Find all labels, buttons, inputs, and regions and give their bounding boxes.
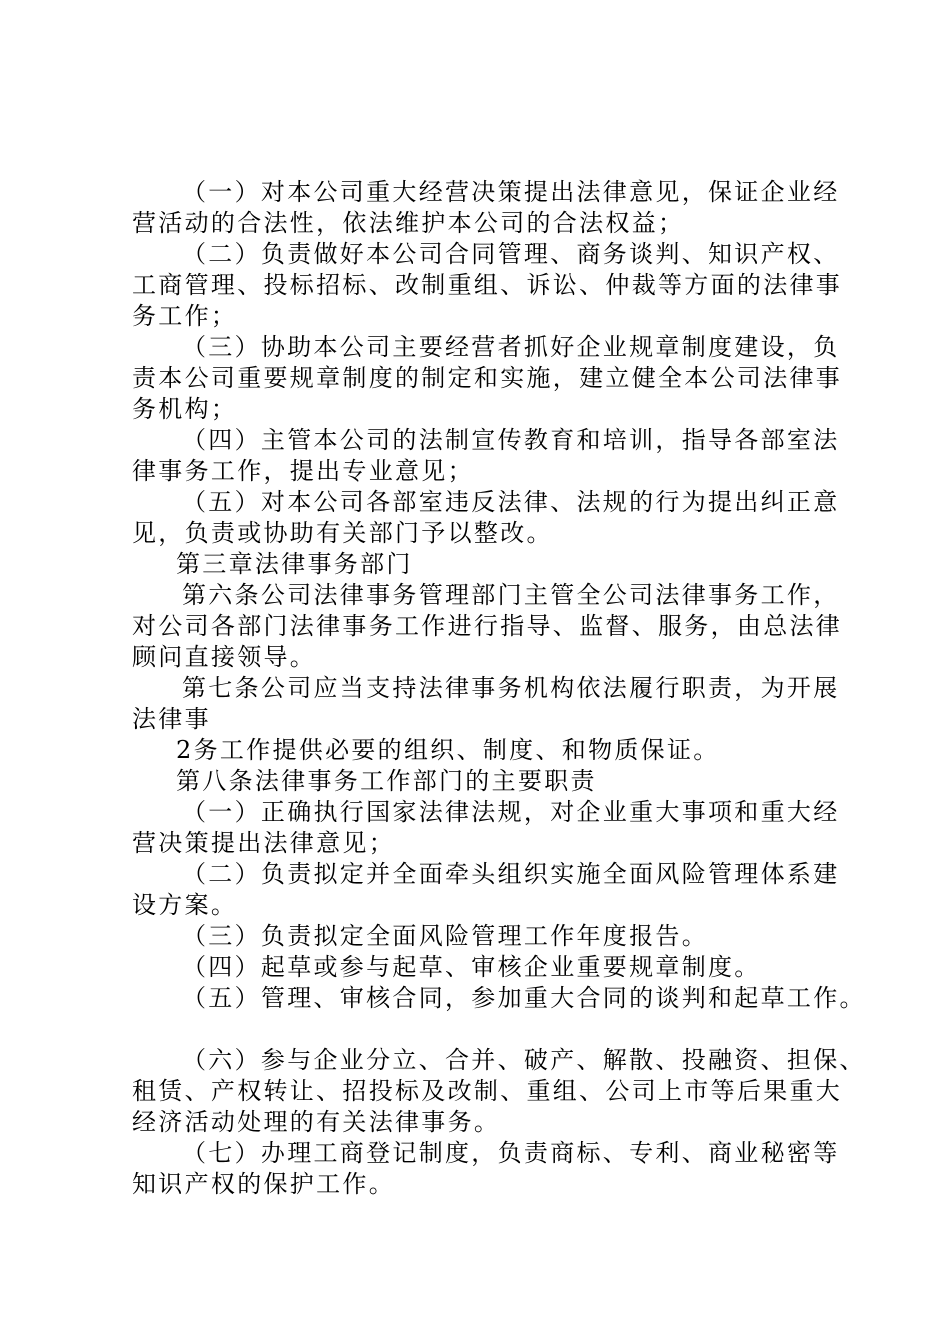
duty-6-line-2: 租赁、产权转让、招投标及改制、重组、公司上市等后果重大 [132, 1077, 843, 1105]
para-5-line-2: 见，负责或协助有关部门予以整改。 [132, 519, 553, 547]
para-4-line-1: （四）主管本公司的法制宣传教育和培训，指导各部室法 [182, 426, 840, 454]
duty-4-line: （四）起草或参与起草、审核企业重要规章制度。 [182, 953, 761, 981]
para-3-line-3: 务机构； [132, 395, 238, 423]
para-5-line-1: （五）对本公司各部室违反法律、法规的行为提出纠正意 [182, 488, 840, 516]
duty-1-line-2: 营决策提出法律意见； [132, 829, 395, 857]
para-2-line-3: 务工作； [132, 302, 238, 330]
article-6-line-2: 对公司各部门法律事务工作进行指导、监督、服务，由总法律 [132, 612, 843, 640]
duty-3-line: （三）负责拟定全面风险管理工作年度报告。 [182, 922, 708, 950]
duty-7-line-1: （七）办理工商登记制度，负责商标、专利、商业秘密等 [182, 1139, 840, 1167]
duty-2-line-2: 设方案。 [132, 891, 238, 919]
para-1-line-1: （一）对本公司重大经营决策提出法律意见，保证企业经 [182, 178, 840, 206]
duty-6-line-1: （六）参与企业分立、合并、破产、解散、投融资、担保、 [182, 1046, 866, 1074]
article-6-line-1: 第六条公司法律事务管理部门主管全公司法律事务工作， [182, 581, 840, 609]
duty-2-line-1: （二）负责拟定并全面牵头组织实施全面风险管理体系建 [182, 860, 840, 888]
para-3-line-2: 责本公司重要规章制度的制定和实施，建立健全本公司法律事 [132, 364, 843, 392]
duty-1-line-1: （一）正确执行国家法律法规，对企业重大事项和重大经 [182, 798, 840, 826]
duty-7-line-2: 知识产权的保护工作。 [132, 1170, 395, 1198]
para-2-line-2: 工商管理、投标招标、改制重组、诉讼、仲裁等方面的法律事 [132, 271, 843, 299]
para-4-line-2: 律事务工作，提出专业意见； [132, 457, 474, 485]
duty-5-line: （五）管理、审核合同，参加重大合同的谈判和起草工作。 [182, 984, 866, 1012]
article-7-line-3: 2务工作提供必要的组织、制度、和物质保证。 [176, 736, 720, 764]
article-7-line-1: 第七条公司应当支持法律事务机构依法履行职责，为开展 [182, 674, 840, 702]
para-2-line-1: （二）负责做好本公司合同管理、商务谈判、知识产权、 [182, 240, 840, 268]
article-6-line-3: 顾问直接领导。 [132, 643, 317, 671]
para-1-line-2: 营活动的合法性，依法维护本公司的合法权益； [132, 209, 685, 237]
article-7-line-2: 法律事 [132, 705, 211, 733]
para-3-line-1: （三）协助本公司主要经营者抓好企业规章制度建设，负 [182, 333, 840, 361]
article-8-heading: 第八条法律事务工作部门的主要职责 [176, 767, 597, 795]
duty-6-line-3: 经济活动处理的有关法律事务。 [132, 1108, 501, 1136]
chapter-heading: 第三章法律事务部门 [176, 550, 413, 578]
